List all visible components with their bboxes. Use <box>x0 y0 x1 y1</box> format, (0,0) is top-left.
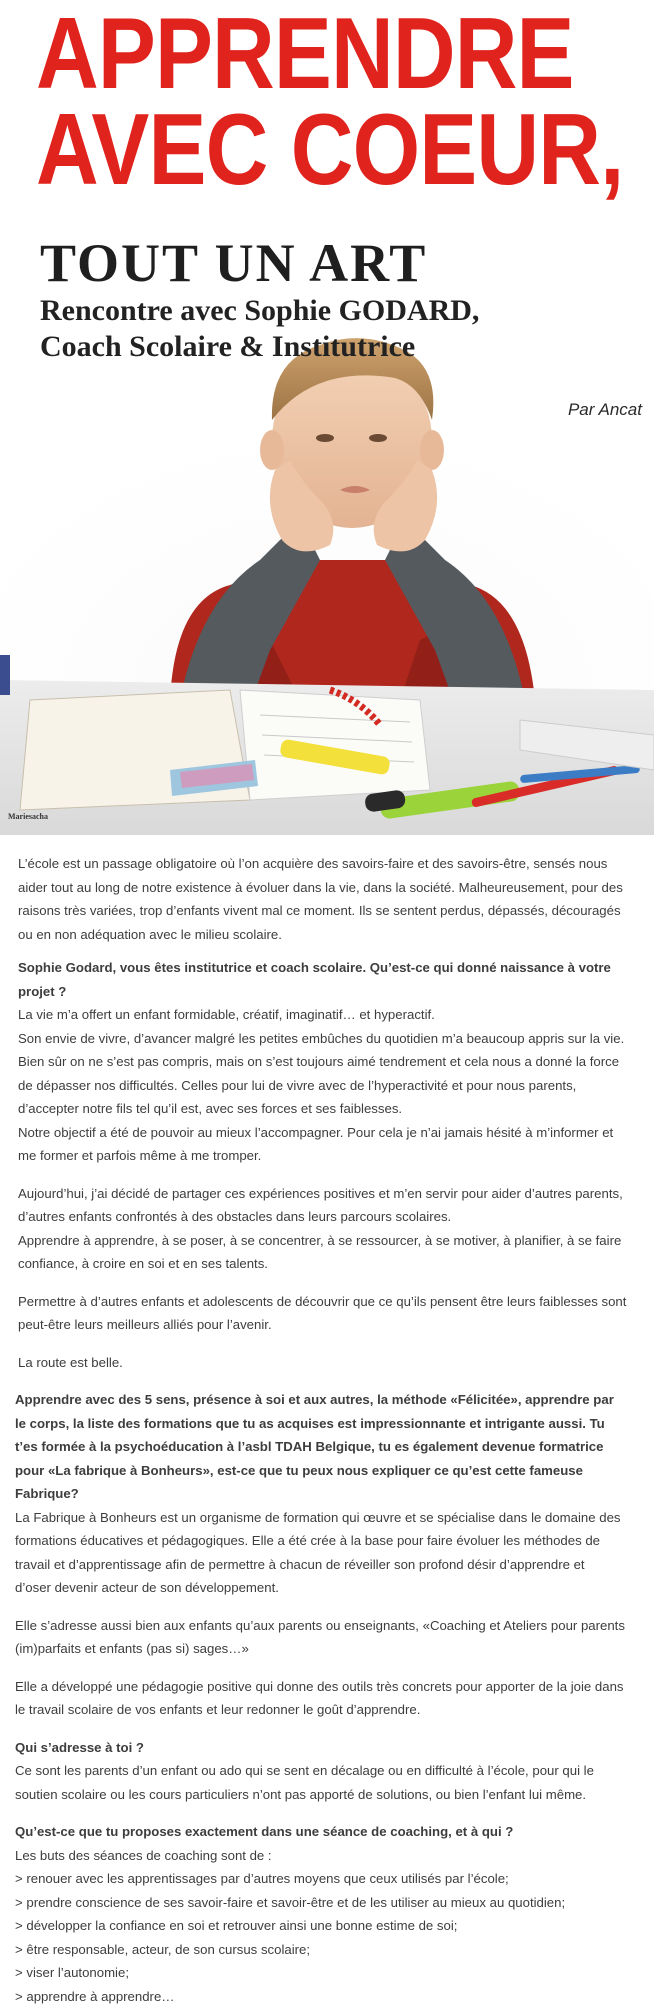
answer-line: me former et parfois même à me tromper. <box>18 1148 262 1163</box>
answer-line: Elle a développé une pédagogie positive qui donne des outils très concrets pour apporter de la joie dans <box>15 1678 624 1694</box>
answer-1 <box>0 1003 654 1168</box>
answer-line: Permettre à d’autres enfants et adolescents de découvrir que ce qu’ils pensent être leurs faiblesses sont <box>18 1293 627 1309</box>
answer-line: Notre objectif a été de pouvoir au mieux l’accompagner. Pour cela je n’ai jamais hésité à m’informer et <box>18 1124 614 1140</box>
answer-line: peut-être leurs meilleurs alliés pour l’avenir. <box>18 1317 272 1332</box>
answer-line: Elle s’adresse aussi bien aux enfants qu’aux parents ou enseignants, «Coaching et Ateliers pour parents <box>15 1617 625 1633</box>
answer-line: formations éducatives et pédagogiques. Elle a été crée à la base pour faire évoluer les méthodes de <box>15 1533 601 1548</box>
subtitle-line-2: Coach Scolaire & Institutrice <box>40 330 416 363</box>
question-2 <box>0 1388 654 1506</box>
answer-1d <box>0 1351 654 1375</box>
photo-credit: Mariesacha <box>8 812 48 821</box>
intro-line: aider tout au long de notre existence à évoluer dans la vie, dans la société. Malheureusement, pour des <box>18 879 623 895</box>
answer-2b <box>0 1614 654 1661</box>
list-item: > apprendre à apprendre… <box>15 1988 175 2004</box>
answer-line: d’oser devenir acteur de son développement. <box>15 1580 279 1595</box>
list-item: > être responsable, acteur, de son cursus scolaire; <box>15 1941 311 1957</box>
answer-line: Apprendre à apprendre, à se poser, à se concentrer, à se ressourcer, à se motiver, à planifier, à se faire <box>18 1232 622 1248</box>
intro-line: ou en non adéquation avec le milieu scolaire. <box>18 926 282 942</box>
answer-line: d’accepter notre fils tel qu’il est, avec ses forces et ses faiblesses. <box>18 1101 403 1116</box>
question-line: t’es formée à la psychoéducation à l’asbl TDAH Belgique, tu es également devenue formatrice <box>15 1439 604 1454</box>
intro-line: raisons très variées, trop d’enfants vivent mal ce moment. Ils se sentent perdus, dépassés, découragés <box>18 903 621 918</box>
question-3 <box>0 1736 654 1760</box>
answer-2c <box>0 1675 654 1722</box>
answer-1b <box>0 1182 654 1276</box>
answer-line: travail et d’apprentissage afin de permettre à chacun de réveiller son profond désir d’apprendre et <box>15 1556 585 1572</box>
question-line: projet ? <box>18 983 67 999</box>
answer-2 <box>0 1506 654 1600</box>
answer-line: Les buts des séances de coaching sont de : <box>15 1847 272 1863</box>
question-line: Qui s’adresse à toi ? <box>15 1739 144 1755</box>
answer-line: Aujourd’hui, j’ai décidé de partager ces expériences positives et m’en servir pour aider d’autres parents, <box>18 1185 623 1201</box>
answer-line: Son envie de vivre, d’avancer malgré les petites embûches du quotidien m’a beaucoup appris sur la vie. <box>18 1030 625 1046</box>
question-line: Qu’est-ce que tu proposes exactement dans une séance de coaching, et à qui ? <box>15 1824 514 1839</box>
list-item: > développer la confiance en soi et retrouver ainsi une bonne estime de soi; <box>15 1918 458 1933</box>
subtitle-line-1: Rencontre avec Sophie GODARD, <box>40 294 480 327</box>
list-item: > renouer avec les apprentissages par d’autres moyens que ceux utilisés par l’école; <box>15 1871 509 1886</box>
hero-banner <box>0 0 654 835</box>
answer-line: confiance, à croire en soi et en ses talents. <box>18 1256 268 1271</box>
answer-line: Bien sûr on ne s’est pas compris, mais on s’est toujours aimé tendrement et cela nous a donné la force <box>18 1054 620 1069</box>
article-body <box>0 852 654 2008</box>
answer-line: d’autres enfants confrontés à des obstacles dans leurs parcours scolaires. <box>18 1209 452 1224</box>
question-line: Sophie Godard, vous êtes institutrice et coach scolaire. Qu’est-ce qui donné naissance à votre <box>18 960 611 975</box>
intro-paragraph <box>0 852 654 946</box>
answer-line: La Fabrique à Bonheurs est un organisme de formation qui œuvre et se spécialise dans le domaine des <box>15 1509 621 1525</box>
question-line: le corps, la liste des formations que tu as acquises est impressionnante et intrigante aussi. Tu <box>15 1415 605 1431</box>
answer-line: La route est belle. <box>18 1354 123 1370</box>
title-line-3: TOUT UN ART <box>40 233 428 293</box>
answer-line: de dépasser nos difficultés. Celles pour lui de vivre avec de l’hyperactivité et pour nous parents, <box>18 1077 577 1093</box>
answer-line: (im)parfaits et enfants (pas si) sages…» <box>15 1641 249 1656</box>
answer-1c <box>0 1290 654 1337</box>
byline: Par Ancat <box>567 400 642 419</box>
list-item: > prendre conscience de ses savoir-faire et savoir-être et de les utiliser au mieux au quotidien; <box>15 1894 566 1910</box>
question-1 <box>0 956 654 1003</box>
answer-line: Ce sont les parents d’un enfant ou ado qui se sent en décalage ou en difficulté à l’école, pour qui le <box>15 1763 594 1778</box>
answer-line: La vie m’a offert un enfant formidable, créatif, imaginatif… et hyperactif. <box>18 1007 435 1022</box>
answer-4-list <box>0 1844 654 2009</box>
question-4 <box>0 1820 654 1844</box>
title-line-2: AVEC COEUR, <box>36 94 624 206</box>
title-line-1: APPRENDRE <box>36 0 574 110</box>
answer-line: soutien scolaire ou les cours particuliers n’ont pas apporté de solutions, ou bien l’enfant lui même. <box>15 1786 587 1802</box>
intro-line: L’école est un passage obligatoire où l’on acquière des savoirs-faire et des savoirs-être, sensés nous <box>18 856 608 871</box>
answer-line: le travail scolaire de vos enfants et leur redonner le goût d’apprendre. <box>15 1702 421 1717</box>
list-item: > viser l’autonomie; <box>15 1965 129 1980</box>
answer-3 <box>0 1759 654 1806</box>
question-line: Apprendre avec des 5 sens, présence à soi et aux autres, la méthode «Félicitée», apprendre par <box>15 1392 614 1407</box>
question-line: Fabrique? <box>15 1486 79 1501</box>
question-line: pour «La fabrique à Bonheurs», est-ce que tu peux nous expliquer ce qu’est cette fameuse <box>15 1462 583 1478</box>
